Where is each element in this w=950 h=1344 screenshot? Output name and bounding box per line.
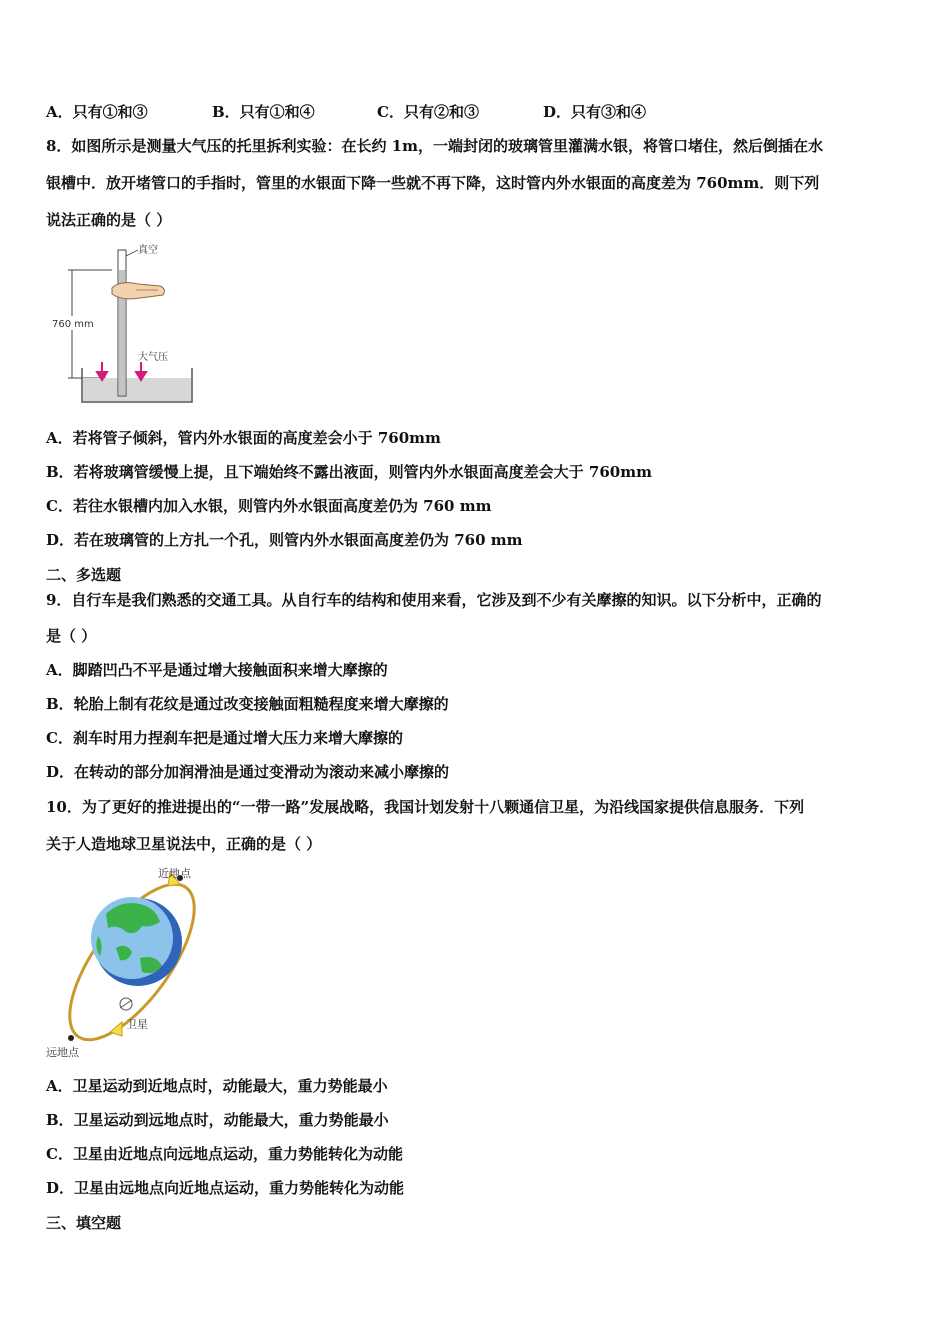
q9-option-d: D．在转动的部分加润滑油是通过变滑动为滚动来减小摩擦的: [46, 763, 450, 781]
q10-stem-line-1: 10．为了更好的推进提出的“一带一路”发展战略，我国计划发射十八颗通信卫星，为沿线国家提供信息服务．下列: [46, 798, 805, 816]
vacuum-label: 真空: [138, 245, 158, 256]
section3-title: 三、填空题: [46, 1214, 122, 1232]
q8-option-b: B．若将玻璃管缓慢上提，且下端始终不露出液面，则管内外水银面高度差会大于 760mm: [46, 463, 652, 481]
perigee-label: 近地点: [158, 867, 191, 880]
torricelli-diagram: [46, 240, 196, 410]
q9-option-b: B．轮胎上制有花纹是通过改变接触面粗糙程度来增大摩擦的: [46, 695, 449, 713]
satellite-label: 卫星: [126, 1018, 148, 1031]
q7-option-c: C．只有②和③: [377, 103, 479, 121]
vacuum-pointer: [126, 250, 138, 256]
section2-title: 二、多选题: [46, 566, 122, 584]
q7-option-b: B．只有①和④: [212, 103, 315, 121]
q9-option-a: A．脚踏凹凸不平是通过增大接触面积来增大摩擦的: [46, 661, 388, 679]
hand-icon: [112, 283, 164, 299]
q9-stem-line-1: 9．自行车是我们熟悉的交通工具。从自行车的结构和使用来看，它涉及到不少有关摩擦的知识。以下分析中，正确的: [46, 591, 822, 609]
apogee-label: 远地点: [46, 1046, 79, 1059]
q8-stem-line-3: 说法正确的是（ ）: [46, 211, 172, 229]
q8-option-c: C．若往水银槽内加入水银，则管内外水银面高度差仍为 760 mm: [46, 497, 492, 515]
satellite-orbit-diagram: [42, 862, 202, 1062]
q8-stem-line-1: 8．如图所示是测量大气压的托里拆利实验：在长约 1m，一端封闭的玻璃管里灌满水银，将管口堵住，然后倒插在水: [46, 137, 823, 155]
q8-option-d: D．若在玻璃管的上方扎一个孔，则管内外水银面高度差仍为 760 mm: [46, 531, 523, 549]
q10-option-b: B．卫星运动到远地点时，动能最大，重力势能最小: [46, 1111, 389, 1129]
q10-option-d: D．卫星由远地点向近地点运动，重力势能转化为动能: [46, 1179, 405, 1197]
q8-option-a: A．若将管子倾斜，管内外水银面的高度差会小于 760mm: [46, 429, 441, 447]
apogee-point: [68, 1035, 74, 1041]
q10-stem-line-2: 关于人造地球卫星说法中，正确的是（ ）: [46, 835, 322, 853]
q8-stem-line-2: 银槽中．放开堵管口的手指时，管里的水银面下降一些就不再下降，这时管内外水银面的高度差为 760mm．则下列: [46, 174, 820, 192]
q9-stem-line-2: 是（ ）: [46, 627, 97, 645]
trough-mercury: [83, 378, 191, 401]
pressure-label: 大气压: [138, 352, 168, 363]
satellite-orbit-figure: [42, 862, 202, 1062]
q7-option-d: D．只有③和④: [543, 103, 647, 121]
q7-options-row: [46, 101, 906, 123]
torricelli-figure: [46, 240, 196, 410]
height-label: 760 mm: [52, 319, 94, 330]
q10-option-c: C．卫星由近地点向远地点运动，重力势能转化为动能: [46, 1145, 403, 1163]
q7-option-a: A．只有①和③: [46, 103, 148, 121]
q9-option-c: C．刹车时用力捏刹车把是通过增大压力来增大摩擦的: [46, 729, 403, 747]
q10-option-a: A．卫星运动到近地点时，动能最大，重力势能最小: [46, 1077, 388, 1095]
